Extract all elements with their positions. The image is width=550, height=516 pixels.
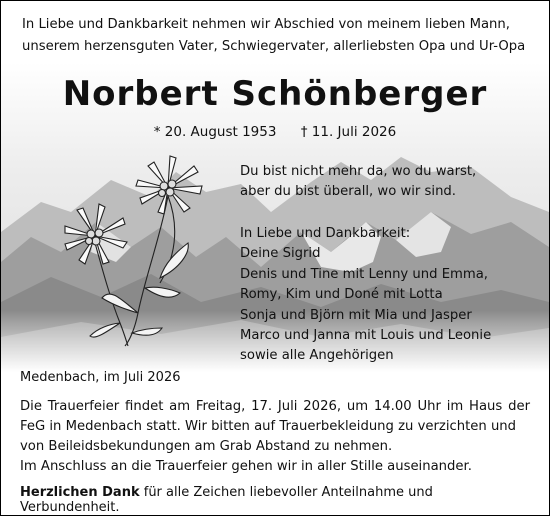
birth-date: * 20. August 1953: [153, 124, 277, 140]
thanks-line: [20, 485, 534, 515]
intro-text: [22, 14, 530, 58]
family-list: [240, 224, 491, 367]
intro-line-2: unserem herzensguten Vater, Schwiegervater, allerliebsten Opa und Ur-Opa: [22, 39, 526, 54]
poem-line-1: Du bist nicht mehr da, wo du warst,: [240, 164, 477, 179]
poem: [240, 162, 476, 202]
service-line-4: Im Anschluss an die Trauerfeier gehen wir in aller Stille auseinander.: [20, 459, 472, 474]
life-dates: [0, 124, 550, 140]
family-member: Romy, Kim und Doné mit Lotta: [240, 287, 443, 303]
place-date: Medenbach, im Juli 2026: [20, 370, 181, 385]
service-info: [20, 397, 530, 477]
service-line-3: von Beileidsbekundungen am Grab Abstand zu nehmen.: [20, 439, 393, 454]
deceased-name: Norbert Schönberger: [62, 74, 488, 114]
family-heading: In Liebe und Dankbarkeit:: [240, 226, 411, 241]
family-member: Deine Sigrid: [240, 246, 321, 262]
service-line-2: FeG in Medenbach statt. Wir bitten auf Trauerbekleidung zu verzichten und: [20, 419, 517, 434]
family-member: Denis und Tine mit Lenny und Emma,: [240, 266, 488, 282]
family-member: Sonja und Björn mit Mia und Jasper: [240, 307, 472, 323]
intro-line-1: In Liebe und Dankbarkeit nehmen wir Abschied von meinem lieben Mann,: [22, 17, 510, 32]
death-date: † 11. Juli 2026: [300, 124, 397, 140]
family-member: Marco und Janna mit Louis und Leonie: [240, 328, 492, 344]
edelweiss-icon: [40, 148, 210, 348]
service-line-1: Die Trauerfeier findet am Freitag, 17. Juli 2026, um 14.00 Uhr im Haus der: [20, 399, 530, 414]
family-member: sowie alle Angehörigen: [240, 348, 394, 364]
thanks-bold: Herzlichen Dank: [20, 485, 140, 500]
poem-line-2: aber du bist überall, wo wir sind.: [240, 184, 456, 199]
thanks-rest: für alle Zeichen liebevoller Anteilnahme und Verbundenheit.: [20, 485, 433, 515]
